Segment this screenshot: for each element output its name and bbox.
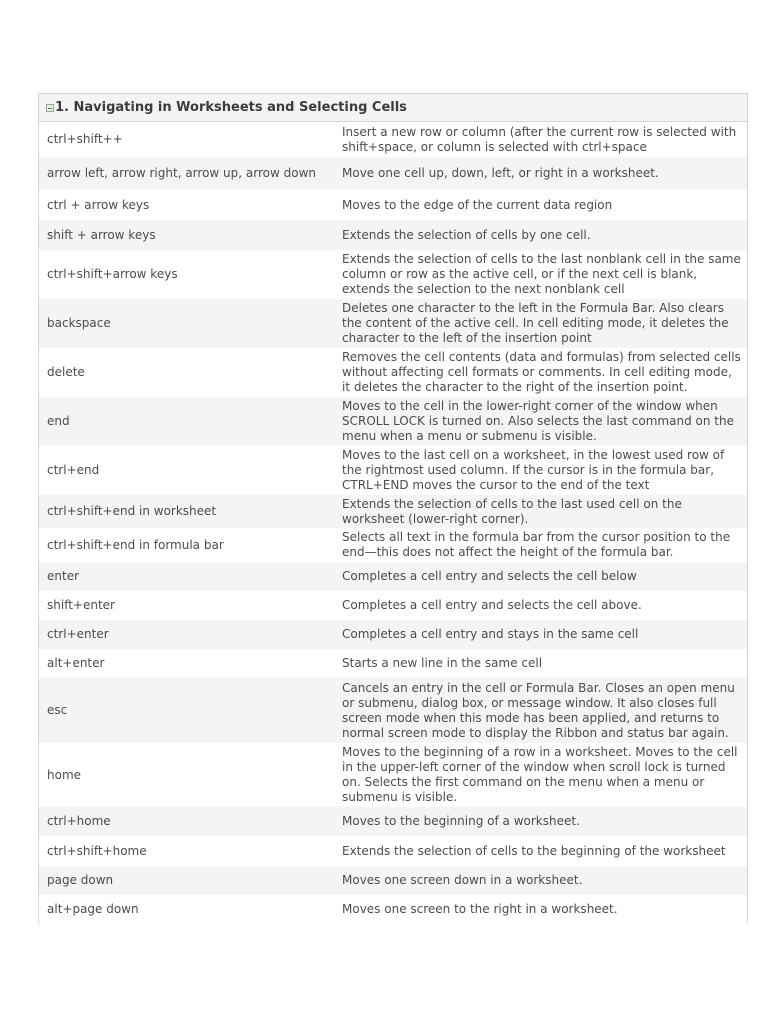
shortcut-key: arrow left, arrow right, arrow up, arrow down <box>47 166 316 180</box>
shortcut-description: Moves to the beginning of a row in a worksheet. Moves to the cell in the upper-left corner of the window when scroll lock is turned on. Selects the first command on the menu when a menu or submenu is visible. <box>342 745 738 804</box>
shortcut-description: Move one cell up, down, left, or right in a worksheet. <box>342 166 659 180</box>
table-row <box>39 190 747 220</box>
table-row <box>39 620 747 649</box>
shortcut-key: ctrl+shift++ <box>47 132 123 146</box>
shortcut-description: Cancels an entry in the cell or Formula Bar. Closes an open menu or submenu, dialog box, or message window. It also closes full screen mode when this mode has been applied, and returns to normal screen mode to display the Ribbon and status bar again. <box>342 680 735 740</box>
collapse-minus-icon[interactable] <box>46 104 54 112</box>
table-row <box>39 122 747 157</box>
shortcut-description: Completes a cell entry and selects the cell above. <box>342 598 642 612</box>
table-row <box>39 866 747 895</box>
shortcut-key: ctrl+shift+end in formula bar <box>47 537 224 552</box>
table-row <box>39 397 747 446</box>
shortcut-key: shift + arrow keys <box>47 227 156 242</box>
shortcut-key: page down <box>47 873 114 887</box>
shortcut-description: Moves one screen down in a worksheet. <box>342 873 583 887</box>
section-title: 1. Navigating in Worksheets and Selecting Cells <box>55 100 407 115</box>
shortcut-key: enter <box>47 569 80 583</box>
table-row <box>39 157 747 190</box>
shortcut-key: ctrl+shift+end in worksheet <box>47 504 217 518</box>
table-row <box>39 562 747 591</box>
table-row <box>39 836 747 866</box>
shortcut-description: Moves to the edge of the current data region <box>342 197 613 212</box>
table-row <box>39 807 747 836</box>
shortcut-key: ctrl+shift+arrow keys <box>47 267 178 281</box>
table-row <box>39 348 747 397</box>
shortcuts-section <box>38 93 748 923</box>
table-row <box>39 220 747 250</box>
table-row <box>39 743 747 807</box>
shortcut-description: Completes a cell entry and selects the cell below <box>342 569 637 583</box>
table-row <box>39 591 747 620</box>
table-row <box>39 250 747 299</box>
table-row <box>39 528 747 562</box>
table-row <box>39 446 747 495</box>
shortcut-key: ctrl+shift+home <box>47 843 147 858</box>
shortcut-description: Deletes one character to the left in the Formula Bar. Also clears the content of the active cell. In cell editing mode, it deletes the character to the left of the insertion point <box>342 301 729 345</box>
shortcut-key: delete <box>47 365 85 379</box>
shortcut-key: alt+enter <box>47 656 105 670</box>
shortcut-key: alt+page down <box>47 901 139 916</box>
shortcut-key: ctrl + arrow keys <box>47 197 150 212</box>
shortcut-description: Completes a cell entry and stays in the same cell <box>342 627 639 641</box>
shortcuts-table <box>39 122 747 923</box>
shortcut-key: esc <box>47 703 68 717</box>
shortcut-key: backspace <box>47 316 111 330</box>
shortcut-key: ctrl+enter <box>47 627 109 641</box>
shortcut-description: Extends the selection of cells to the last used cell on the worksheet (lower-right corner). <box>342 496 682 526</box>
shortcut-description: Selects all text in the formula bar from the cursor position to the end—this does not affect the height of the formula bar. <box>342 530 731 559</box>
shortcut-description: Moves to the cell in the lower-right corner of the window when SCROLL LOCK is turned on. Also selects the last command on the menu when a menu or submenu is visible. <box>342 399 734 443</box>
shortcut-description: Insert a new row or column (after the current row is selected with shift+space, or column is selected with ctrl+space <box>342 124 737 154</box>
shortcut-description: Extends the selection of cells by one cell. <box>342 227 591 242</box>
table-row <box>39 299 747 348</box>
table-row <box>39 649 747 678</box>
shortcut-description: Moves one screen to the right in a worksheet. <box>342 901 618 916</box>
shortcut-description: Moves to the beginning of a worksheet. <box>342 814 580 828</box>
table-row <box>39 495 747 528</box>
shortcut-description: Moves to the last cell on a worksheet, in the lowest used row of the rightmost used column. If the cursor is in the formula bar, CTRL+END moves the cursor to the end of the text <box>342 448 725 492</box>
shortcut-key: ctrl+end <box>47 463 100 477</box>
shortcut-description: Starts a new line in the same cell <box>342 656 543 670</box>
shortcut-key: end <box>47 414 70 428</box>
table-row <box>39 678 747 743</box>
shortcut-key: shift+enter <box>47 598 115 612</box>
shortcut-key: ctrl+home <box>47 814 111 828</box>
section-header[interactable] <box>39 94 747 122</box>
shortcut-description: Removes the cell contents (data and formulas) from selected cells without affecting cell formats or comments. In cell editing mode, it deletes the character to the right of the insertion point. <box>342 350 741 394</box>
shortcut-description: Extends the selection of cells to the last nonblank cell in the same column or row as the active cell, or if the next cell is blank, extends the selection to the next nonblank cell <box>342 252 741 296</box>
shortcut-description: Extends the selection of cells to the beginning of the worksheet <box>342 843 726 858</box>
shortcut-key: home <box>47 767 82 782</box>
table-row <box>39 895 747 923</box>
